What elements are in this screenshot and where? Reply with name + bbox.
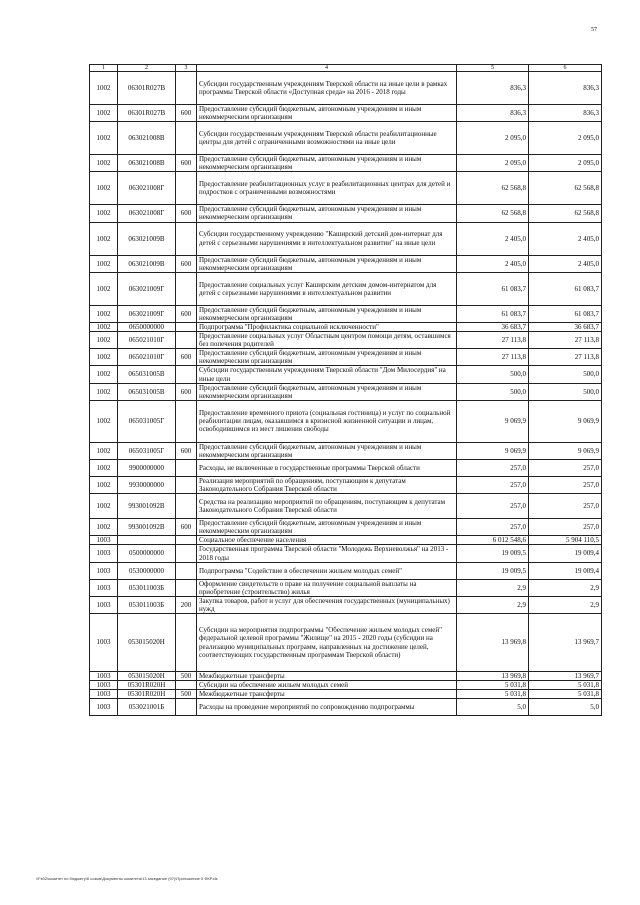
cell-c2: 063021009В xyxy=(118,222,176,255)
table-row xyxy=(90,205,602,222)
cell-c5: 500,0 xyxy=(457,366,529,383)
cell-c5: 2,9 xyxy=(457,596,529,613)
file-path-footer: \\Fs02\комитет по бюджету\6 созыв\Документы комитета\13 заседание (97)\Приложение 5 ФКР.xls xyxy=(36,876,218,881)
cell-c2: 065021010Г xyxy=(118,332,176,349)
table-row xyxy=(90,366,602,383)
cell-c1: 1002 xyxy=(90,494,118,519)
table-row xyxy=(90,332,602,349)
cell-c2: 063021008Г xyxy=(118,172,176,205)
cell-c6: 62 568,8 xyxy=(529,172,602,205)
cell-c3 xyxy=(176,72,197,105)
cell-c2: 993001092В xyxy=(118,494,176,519)
cell-c3 xyxy=(176,536,197,545)
cell-c1: 1002 xyxy=(90,519,118,536)
cell-c1: 1002 xyxy=(90,205,118,222)
cell-c1: 1002 xyxy=(90,155,118,172)
cell-c5: 2 405,0 xyxy=(457,255,529,272)
cell-c4: Подпрограмма "Содействие в обеспечении жильем молодых семей" xyxy=(197,562,457,579)
page-number: 57 xyxy=(591,27,597,33)
cell-c4: Предоставление социальных услуг Областным центром помощи детям, оставшимся без попечения родителей xyxy=(197,332,457,349)
cell-c5: 2 405,0 xyxy=(457,222,529,255)
cell-c1: 1002 xyxy=(90,476,118,493)
cell-c2: 063021009Г xyxy=(118,272,176,305)
cell-c2: 063021008В xyxy=(118,155,176,172)
cell-c2: 9900000000 xyxy=(118,459,176,476)
table-row xyxy=(90,122,602,155)
cell-c2: 993001092В xyxy=(118,519,176,536)
cell-c1: 1003 xyxy=(90,681,118,690)
cell-c1: 1002 xyxy=(90,400,118,442)
cell-c6: 2 095,0 xyxy=(529,122,602,155)
cell-c2: 063021008Г xyxy=(118,205,176,222)
cell-c4: Межбюджетные трансферты xyxy=(197,690,457,699)
table-row xyxy=(90,476,602,493)
cell-c2: 065031005Г xyxy=(118,442,176,459)
table-row xyxy=(90,155,602,172)
cell-c2: 053011003Б xyxy=(118,596,176,613)
header-cell: 1 xyxy=(90,65,118,72)
cell-c6: 257,0 xyxy=(529,494,602,519)
cell-c4: Субсидии государственному учреждению "Каширский детский дом-интернат для детей с серьезными нарушениями в интеллектуальном развитии" на иные цели xyxy=(197,222,457,255)
cell-c3: 600 xyxy=(176,349,197,366)
cell-c1: 1003 xyxy=(90,690,118,699)
cell-c3: 600 xyxy=(176,205,197,222)
cell-c6: 27 113,8 xyxy=(529,332,602,349)
cell-c3: 600 xyxy=(176,255,197,272)
cell-c3 xyxy=(176,172,197,205)
table-row xyxy=(90,536,602,545)
cell-c1: 1002 xyxy=(90,349,118,366)
cell-c1: 1002 xyxy=(90,383,118,400)
cell-c6: 5 031,8 xyxy=(529,690,602,699)
cell-c5: 500,0 xyxy=(457,383,529,400)
cell-c4: Субсидии государственным учреждениям Тверской области "Дом Милосердия" на иные цели xyxy=(197,366,457,383)
cell-c4: Расходы, не включенные в государственные программы Тверской области xyxy=(197,459,457,476)
cell-c3 xyxy=(176,699,197,716)
cell-c6: 13 969,7 xyxy=(529,614,602,672)
cell-c4: Субсидии на мероприятия подпрограммы "Обеспечение жильем молодых семей" федеральной целевой программы "Жилище" на 2015 - 2020 годы (субсидии на реализацию муниципальных программ, направленных на достижение целей, соответствующих государственным программам Тверской области) xyxy=(197,614,457,672)
cell-c2: 9930000000 xyxy=(118,476,176,493)
cell-c4: Средства на реализацию мероприятий по обращениям, поступающим к депутатам Законодательного Собрания Тверской области xyxy=(197,494,457,519)
cell-c6: 5 904 110,5 xyxy=(529,536,602,545)
cell-c3: 200 xyxy=(176,596,197,613)
header-cell: 3 xyxy=(176,65,197,72)
cell-c4: Оформление свидетельств о праве на получение социальной выплаты на приобретение (строительство) жилья xyxy=(197,579,457,596)
cell-c4: Предоставление субсидий бюджетным, автономным учреждениям и иным некоммерческим организациям xyxy=(197,519,457,536)
table-row xyxy=(90,222,602,255)
cell-c3: 600 xyxy=(176,105,197,122)
table-row xyxy=(90,383,602,400)
cell-c5: 5,0 xyxy=(457,699,529,716)
cell-c5: 27 113,8 xyxy=(457,349,529,366)
cell-c5: 13 969,8 xyxy=(457,614,529,672)
table-row xyxy=(90,562,602,579)
header-cell: 5 xyxy=(457,65,529,72)
cell-c6: 257,0 xyxy=(529,519,602,536)
cell-c4: Предоставление субсидий бюджетным, автономным учреждениям и иным некоммерческим организациям xyxy=(197,155,457,172)
table-row xyxy=(90,349,602,366)
cell-c6: 2 405,0 xyxy=(529,222,602,255)
cell-c3 xyxy=(176,400,197,442)
cell-c5: 257,0 xyxy=(457,494,529,519)
cell-c6: 2 095,0 xyxy=(529,155,602,172)
cell-c3 xyxy=(176,579,197,596)
cell-c1: 1002 xyxy=(90,272,118,305)
cell-c4: Расходы на проведение мероприятий по сопровождению подпрограммы xyxy=(197,699,457,716)
cell-c3: 600 xyxy=(176,305,197,322)
table-row xyxy=(90,690,602,699)
cell-c3: 500 xyxy=(176,690,197,699)
table-row xyxy=(90,72,602,105)
cell-c6: 27 113,8 xyxy=(529,349,602,366)
cell-c6: 836,3 xyxy=(529,105,602,122)
cell-c3 xyxy=(176,459,197,476)
cell-c2: 053015020Н xyxy=(118,614,176,672)
cell-c3: 600 xyxy=(176,442,197,459)
cell-c4: Предоставление субсидий бюджетным, автономным учреждениям и иным некоммерческим организациям xyxy=(197,105,457,122)
cell-c2: 0500000000 xyxy=(118,545,176,562)
cell-c2: 05301R020Н xyxy=(118,681,176,690)
cell-c5: 62 568,8 xyxy=(457,205,529,222)
cell-c3 xyxy=(176,614,197,672)
cell-c2: 065021010Г xyxy=(118,349,176,366)
cell-c6: 9 069,9 xyxy=(529,442,602,459)
cell-c5: 61 083,7 xyxy=(457,272,529,305)
cell-c3: 600 xyxy=(176,519,197,536)
cell-c4: Предоставление субсидий бюджетным, автономным учреждениям и иным некоммерческим организациям xyxy=(197,305,457,322)
cell-c5: 5 031,8 xyxy=(457,690,529,699)
cell-c4: Предоставление социальных услуг Каширским детским домом-интернатом для детей с серьезными нарушениями в интеллектуальном развитии xyxy=(197,272,457,305)
cell-c4: Подпрограмма "Профилактика социальной исключенности" xyxy=(197,322,457,331)
cell-c4: Предоставление субсидий бюджетным, автономным учреждениям и иным некоммерческим организациям xyxy=(197,255,457,272)
cell-c4: Государственная программа Тверской области "Молодежь Верхневолжья" на 2013 - 2018 годы xyxy=(197,545,457,562)
cell-c5: 2,9 xyxy=(457,579,529,596)
cell-c2: 0530000000 xyxy=(118,562,176,579)
cell-c6: 13 969,7 xyxy=(529,672,602,681)
cell-c2: 06301R027В xyxy=(118,72,176,105)
cell-c3 xyxy=(176,272,197,305)
table-row xyxy=(90,459,602,476)
table-row xyxy=(90,672,602,681)
cell-c5: 836,3 xyxy=(457,105,529,122)
header-cell: 4 xyxy=(197,65,457,72)
cell-c5: 9 069,9 xyxy=(457,442,529,459)
cell-c1: 1002 xyxy=(90,442,118,459)
table-row xyxy=(90,400,602,442)
cell-c2: 053021001Б xyxy=(118,699,176,716)
cell-c4: Предоставление временного приюта (социальная гостиница) и услуг по социальной реабилитации лицам, оказавшимся в кризисной жизненной ситуации и лицам, освободившимся из мест лишения свободы xyxy=(197,400,457,442)
budget-table xyxy=(89,64,602,716)
cell-c2: 06301R027В xyxy=(118,105,176,122)
cell-c4: Субсидии на обеспечение жильем молодых семей xyxy=(197,681,457,690)
cell-c1: 1002 xyxy=(90,222,118,255)
table-row xyxy=(90,305,602,322)
cell-c6: 9 069,9 xyxy=(529,400,602,442)
cell-c1: 1003 xyxy=(90,545,118,562)
cell-c5: 5 031,8 xyxy=(457,681,529,690)
cell-c2: 0650000000 xyxy=(118,322,176,331)
cell-c1: 1002 xyxy=(90,72,118,105)
cell-c4: Предоставление субсидий бюджетным, автономным учреждениям и иным некоммерческим организациям xyxy=(197,383,457,400)
cell-c3: 600 xyxy=(176,383,197,400)
cell-c2: 063021008В xyxy=(118,122,176,155)
table-row xyxy=(90,579,602,596)
cell-c6: 5 031,8 xyxy=(529,681,602,690)
cell-c3 xyxy=(176,332,197,349)
table-row xyxy=(90,172,602,205)
cell-c5: 36 683,7 xyxy=(457,322,529,331)
cell-c2: 065031005В xyxy=(118,383,176,400)
cell-c5: 61 083,7 xyxy=(457,305,529,322)
cell-c6: 2,9 xyxy=(529,579,602,596)
cell-c3 xyxy=(176,681,197,690)
table-row xyxy=(90,545,602,562)
cell-c6: 500,0 xyxy=(529,366,602,383)
cell-c2: 053015020Н xyxy=(118,672,176,681)
header-row xyxy=(90,65,602,72)
cell-c1: 1003 xyxy=(90,562,118,579)
cell-c3 xyxy=(176,562,197,579)
table-row xyxy=(90,494,602,519)
cell-c2: 065031005Г xyxy=(118,400,176,442)
table-row xyxy=(90,322,602,331)
cell-c6: 19 009,4 xyxy=(529,545,602,562)
cell-c6: 500,0 xyxy=(529,383,602,400)
table-row xyxy=(90,442,602,459)
cell-c3 xyxy=(176,476,197,493)
cell-c4: Предоставление субсидий бюджетным, автономным учреждениям и иным некоммерческим организациям xyxy=(197,205,457,222)
cell-c6: 19 009,4 xyxy=(529,562,602,579)
cell-c3 xyxy=(176,366,197,383)
cell-c4: Социальное обеспечение населения xyxy=(197,536,457,545)
cell-c6: 257,0 xyxy=(529,476,602,493)
cell-c5: 62 568,8 xyxy=(457,172,529,205)
cell-c1: 1002 xyxy=(90,122,118,155)
cell-c4: Реализация мероприятий по обращениям, поступающим к депутатам Законодательного Собрания Тверской области xyxy=(197,476,457,493)
cell-c1: 1003 xyxy=(90,672,118,681)
cell-c2: 053011003Б xyxy=(118,579,176,596)
cell-c5: 19 009,5 xyxy=(457,562,529,579)
cell-c1: 1003 xyxy=(90,579,118,596)
cell-c4: Предоставление реабилитационных услуг в реабилитационных центрах для детей и подростков с ограниченными возможностями xyxy=(197,172,457,205)
cell-c6: 257,0 xyxy=(529,459,602,476)
cell-c2: 05301R020Н xyxy=(118,690,176,699)
cell-c6: 61 083,7 xyxy=(529,272,602,305)
cell-c2: 063021009Г xyxy=(118,305,176,322)
cell-c1: 1003 xyxy=(90,614,118,672)
cell-c4: Межбюджетные трансферты xyxy=(197,672,457,681)
cell-c3 xyxy=(176,545,197,562)
cell-c4: Закупка товаров, работ и услуг для обеспечения государственных (муниципальных) нужд xyxy=(197,596,457,613)
cell-c6: 61 083,7 xyxy=(529,305,602,322)
cell-c5: 27 113,8 xyxy=(457,332,529,349)
cell-c3 xyxy=(176,122,197,155)
cell-c3: 500 xyxy=(176,672,197,681)
cell-c5: 6 012 548,6 xyxy=(457,536,529,545)
cell-c5: 257,0 xyxy=(457,476,529,493)
table-row xyxy=(90,519,602,536)
cell-c4: Предоставление субсидий бюджетным, автономным учреждениям и иным некоммерческим организациям xyxy=(197,442,457,459)
table-row xyxy=(90,699,602,716)
cell-c1: 1003 xyxy=(90,596,118,613)
cell-c1: 1002 xyxy=(90,172,118,205)
cell-c4: Субсидии государственным учреждениям Тверской области реабилитационные центры для детей с ограниченными возможностями на иные цели xyxy=(197,122,457,155)
cell-c4: Предоставление субсидий бюджетным, автономным учреждениям и иным некоммерческим организациям xyxy=(197,349,457,366)
cell-c5: 257,0 xyxy=(457,459,529,476)
cell-c6: 36 683,7 xyxy=(529,322,602,331)
cell-c3 xyxy=(176,222,197,255)
cell-c3 xyxy=(176,322,197,331)
cell-c5: 19 009,5 xyxy=(457,545,529,562)
table-row xyxy=(90,614,602,672)
cell-c6: 836,3 xyxy=(529,72,602,105)
cell-c1: 1002 xyxy=(90,322,118,331)
cell-c4: Субсидии государственным учреждениям Тверской области на иные цели в рамках программы Тверской области «Доступная среда» на 2016 - 2018 годы xyxy=(197,72,457,105)
cell-c1: 1003 xyxy=(90,699,118,716)
table-row xyxy=(90,105,602,122)
cell-c1: 1002 xyxy=(90,459,118,476)
cell-c6: 5,0 xyxy=(529,699,602,716)
cell-c2: 065031005В xyxy=(118,366,176,383)
cell-c5: 13 969,8 xyxy=(457,672,529,681)
cell-c2: 063021009В xyxy=(118,255,176,272)
table-row xyxy=(90,596,602,613)
cell-c3: 600 xyxy=(176,155,197,172)
cell-c1: 1003 xyxy=(90,536,118,545)
table-row xyxy=(90,681,602,690)
header-cell: 6 xyxy=(529,65,602,72)
table-row xyxy=(90,255,602,272)
cell-c1: 1002 xyxy=(90,105,118,122)
cell-c5: 836,3 xyxy=(457,72,529,105)
table-row xyxy=(90,272,602,305)
cell-c5: 2 095,0 xyxy=(457,122,529,155)
cell-c6: 62 568,8 xyxy=(529,205,602,222)
cell-c3 xyxy=(176,494,197,519)
cell-c1: 1002 xyxy=(90,332,118,349)
cell-c6: 2 405,0 xyxy=(529,255,602,272)
cell-c5: 2 095,0 xyxy=(457,155,529,172)
cell-c1: 1002 xyxy=(90,366,118,383)
cell-c1: 1002 xyxy=(90,305,118,322)
header-cell: 2 xyxy=(118,65,176,72)
cell-c6: 2,9 xyxy=(529,596,602,613)
cell-c5: 9 069,9 xyxy=(457,400,529,442)
cell-c5: 257,0 xyxy=(457,519,529,536)
cell-c1: 1002 xyxy=(90,255,118,272)
cell-c2 xyxy=(118,536,176,545)
